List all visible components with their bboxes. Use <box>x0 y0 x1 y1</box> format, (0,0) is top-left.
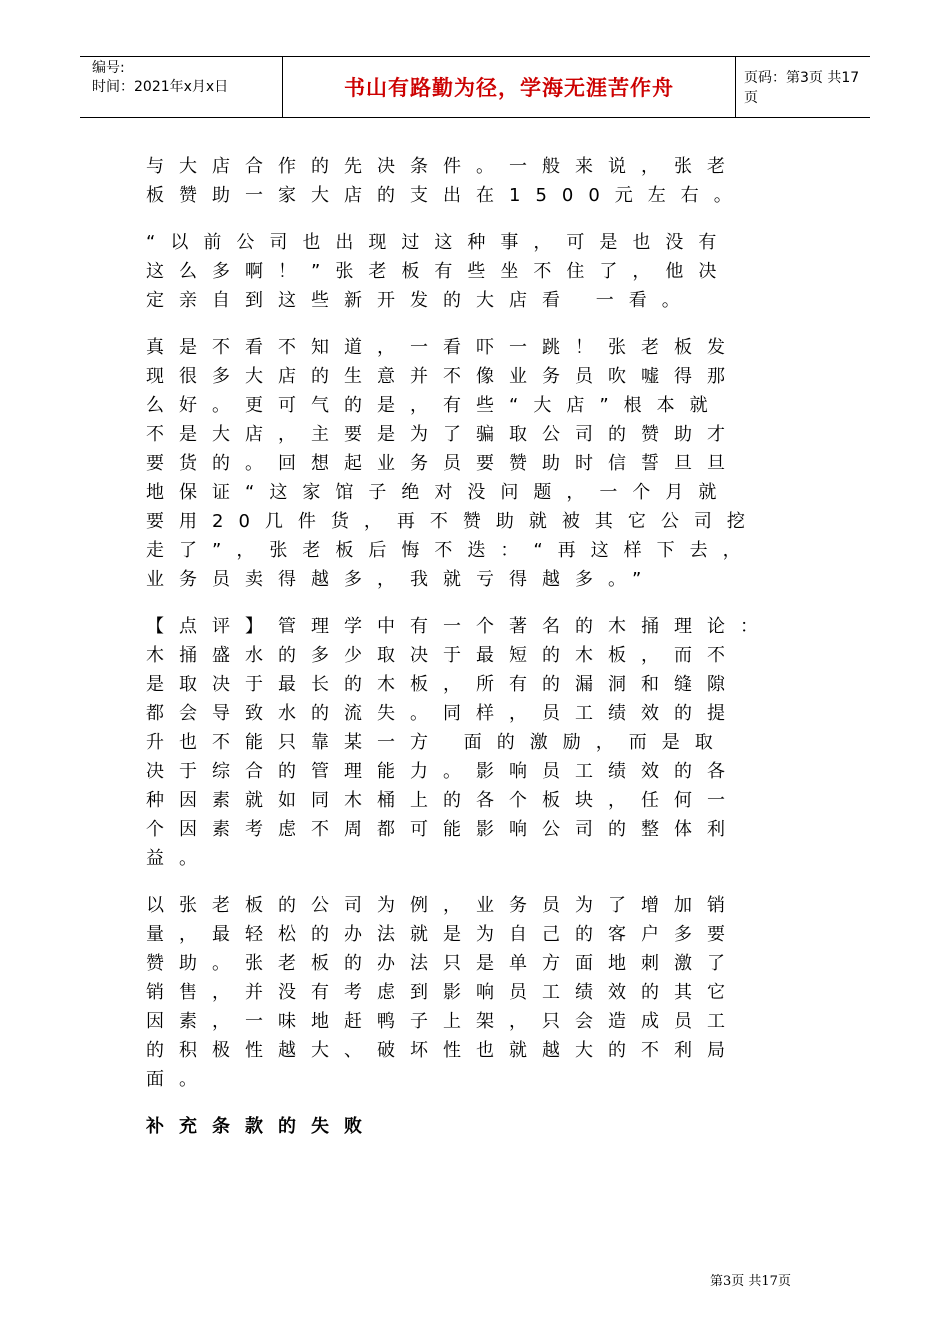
header-meta <box>80 57 282 117</box>
code-label: 编号: <box>92 60 125 76</box>
paragraph-5 <box>146 891 810 1094</box>
page-header <box>80 56 870 118</box>
text-line: 是取决于最长的木板，所有的漏洞和缝隙 <box>146 674 740 695</box>
text-line: 要货的。回想起业务员要赞助时信誓旦旦 <box>146 453 740 474</box>
paragraph-1 <box>146 152 810 210</box>
text-line: 赞助。张老板的办法只是单方面地刺激了 <box>146 953 740 974</box>
text-line: 么好。更可气的是，有些“大店”根本就 <box>146 395 723 416</box>
page-info: 页码：第3页 共17页 <box>744 70 860 106</box>
text-line: 不是大店，主要是为了骗取公司的赞助才 <box>146 424 740 445</box>
text-line: 益。 <box>146 848 212 869</box>
paragraph-2 <box>146 228 810 315</box>
motto: 书山有路勤为径，学海无涯苦作舟 <box>344 76 674 100</box>
text-line: 个因素考虑不周都可能影响公司的整体利 <box>146 819 740 840</box>
heading-text: 补充条款的失败 <box>146 1116 377 1137</box>
paragraph-3 <box>146 333 810 594</box>
text-line: 因素，一味地赶鸭子上架，只会造成员工 <box>146 1011 740 1032</box>
text-line: 【点评】管理学中有一个著名的木捅理论： <box>146 616 773 637</box>
text-line: 真是不看不知道，一看吓一跳！张老板发 <box>146 337 740 358</box>
text-line: 现很多大店的生意并不像业务员吹嘘得那 <box>146 366 740 387</box>
text-line: “以前公司也出现过这种事，可是也没有 <box>146 232 732 253</box>
text-line: 业务员卖得越多，我就亏得越多。” <box>146 569 657 590</box>
text-line: 走了”，张老板后悔不迭：“再这样下去， <box>146 540 756 561</box>
text-line: 定亲自到这些新开发的大店看 一看。 <box>146 290 695 311</box>
text-line: 要用20几件货，再不赞助就被其它公司挖 <box>146 511 760 532</box>
page-footer: 第3页 共17页 <box>710 1274 791 1289</box>
text-line: 以张老板的公司为例，业务员为了增加销 <box>146 895 740 916</box>
text-line: 升也不能只靠某一方 面的激励，而是取 <box>146 732 728 753</box>
paragraph-4 <box>146 612 810 873</box>
text-line: 面。 <box>146 1069 212 1090</box>
section-heading <box>146 1112 810 1141</box>
text-line: 种因素就如同木桶上的各个板块，任何一 <box>146 790 740 811</box>
text-line: 与大店合作的先决条件。一般来说，张老 <box>146 156 740 177</box>
text-line: 销售，并没有考虑到影响员工绩效的其它 <box>146 982 740 1003</box>
time-label: 时间：2021年x月x日 <box>92 79 229 95</box>
text-line: 板赞助一家大店的支出在1500元左右。 <box>146 185 747 206</box>
text-line: 这么多啊！”张老板有些坐不住了，他决 <box>146 261 732 282</box>
text-line: 的积极性越大、破坏性也就越大的不利局 <box>146 1040 740 1061</box>
text-line: 都会导致水的流失。同样，员工绩效的提 <box>146 703 740 724</box>
header-page-cell <box>736 57 870 117</box>
text-line: 木捅盛水的多少取决于最短的木板，而不 <box>146 645 740 666</box>
text-line: 决于综合的管理能力。影响员工绩效的各 <box>146 761 740 782</box>
text-line: 量，最轻松的办法就是为自己的客户多要 <box>146 924 740 945</box>
header-motto-cell <box>282 57 736 117</box>
document-body <box>146 152 810 1159</box>
text-line: 地保证“这家馆子绝对没问题，一个月就 <box>146 482 732 503</box>
